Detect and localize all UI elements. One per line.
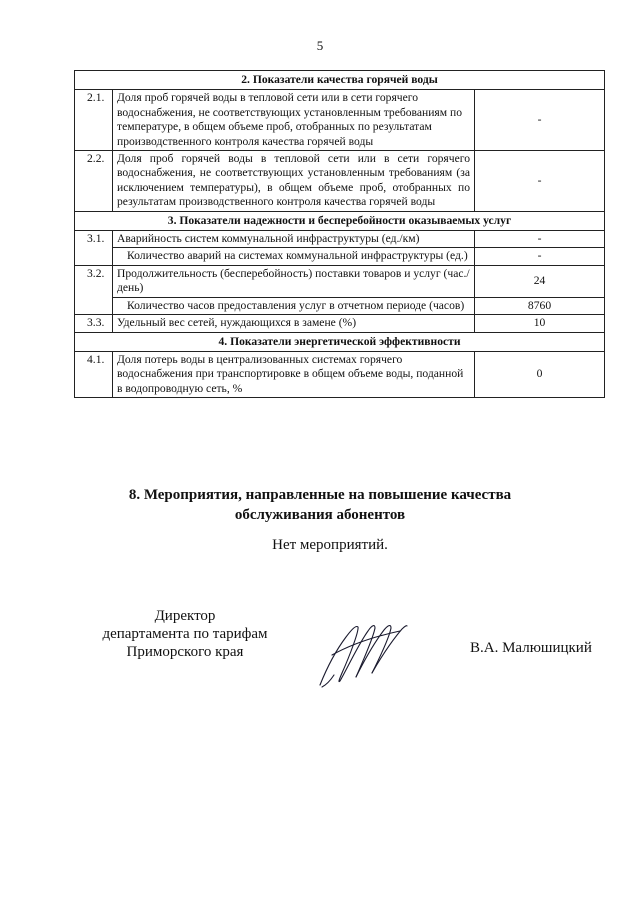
page-number: 5 bbox=[316, 38, 324, 53]
row-value: 0 bbox=[475, 351, 605, 397]
row-description: Доля проб горячей воды в тепловой сети или в сети горячего водоснабжения, не соответствующих установленным требованиям (за исключением температуры), в общем объеме проб, отобранных по результатам производственного контроля качества горячей воды bbox=[113, 151, 475, 212]
row-value: - bbox=[475, 248, 605, 265]
table-row bbox=[75, 231, 605, 248]
table-row bbox=[75, 351, 605, 397]
no-events-text: Нет мероприятий. bbox=[272, 537, 388, 553]
row-number: 2.1. bbox=[75, 90, 113, 151]
row-value: - bbox=[475, 90, 605, 151]
handwritten-signature bbox=[312, 615, 412, 690]
row-number: 3.2. bbox=[75, 265, 113, 314]
row-number: 3.3. bbox=[75, 315, 113, 332]
indicators-table bbox=[74, 70, 605, 398]
section-heading: 2. Показатели качества горячей воды bbox=[75, 71, 605, 90]
table-row bbox=[75, 90, 605, 151]
row-description: Удельный вес сетей, нуждающихся в замене (%) bbox=[113, 315, 475, 332]
signatory-title-line-3: Приморского края bbox=[126, 644, 244, 660]
table-row bbox=[75, 297, 605, 314]
row-description: Доля потерь воды в централизованных системах горячего водоснабжения при транспортировке в общем объеме воды, поданной в водопроводную сеть, % bbox=[113, 351, 475, 397]
signatory-title bbox=[60, 607, 310, 661]
row-number: 2.2. bbox=[75, 151, 113, 212]
section-heading: 3. Показатели надежности и бесперебойности оказываемых услуг bbox=[75, 211, 605, 230]
table-row bbox=[75, 265, 605, 297]
section-row-hot-water-quality bbox=[75, 71, 605, 90]
section-row-energy-efficiency bbox=[75, 332, 605, 351]
row-description: Количество аварий на системах коммунальной инфраструктуры (ед.) bbox=[113, 248, 475, 265]
row-description: Продолжительность (бесперебойность) поставки товаров и услуг (час./день) bbox=[113, 265, 475, 297]
signatory-title-line-1: Директор bbox=[154, 608, 216, 624]
row-value: - bbox=[475, 231, 605, 248]
row-value: 10 bbox=[475, 315, 605, 332]
signatory-title-line-2: департамента по тарифам bbox=[102, 626, 268, 642]
row-description: Доля проб горячей воды в тепловой сети или в сети горячего водоснабжения, не соответствующих установленным требованиям по температуре, в общем объеме проб, отобранных по результатам производственного контроля качества горячей воды bbox=[113, 90, 475, 151]
row-description: Аварийность систем коммунальной инфраструктуры (ед./км) bbox=[113, 231, 475, 248]
row-number: 4.1. bbox=[75, 351, 113, 397]
section-8-title-line-2: обслуживания абонентов bbox=[234, 507, 406, 523]
row-value: - bbox=[475, 151, 605, 212]
section-heading: 4. Показатели энергетической эффективности bbox=[75, 332, 605, 351]
section-8-title-line-1: 8. Мероприятия, направленные на повышение качества bbox=[128, 487, 512, 503]
row-number: 3.1. bbox=[75, 231, 113, 266]
row-value: 24 bbox=[475, 265, 605, 297]
table-row bbox=[75, 248, 605, 265]
section-8-title bbox=[0, 485, 640, 525]
row-description: Количество часов предоставления услуг в отчетном периоде (часов) bbox=[113, 297, 475, 314]
table-row bbox=[75, 151, 605, 212]
section-row-reliability bbox=[75, 211, 605, 230]
table-row bbox=[75, 315, 605, 332]
signatory-name: В.А. Малюшицкий bbox=[470, 640, 592, 656]
row-value: 8760 bbox=[475, 297, 605, 314]
